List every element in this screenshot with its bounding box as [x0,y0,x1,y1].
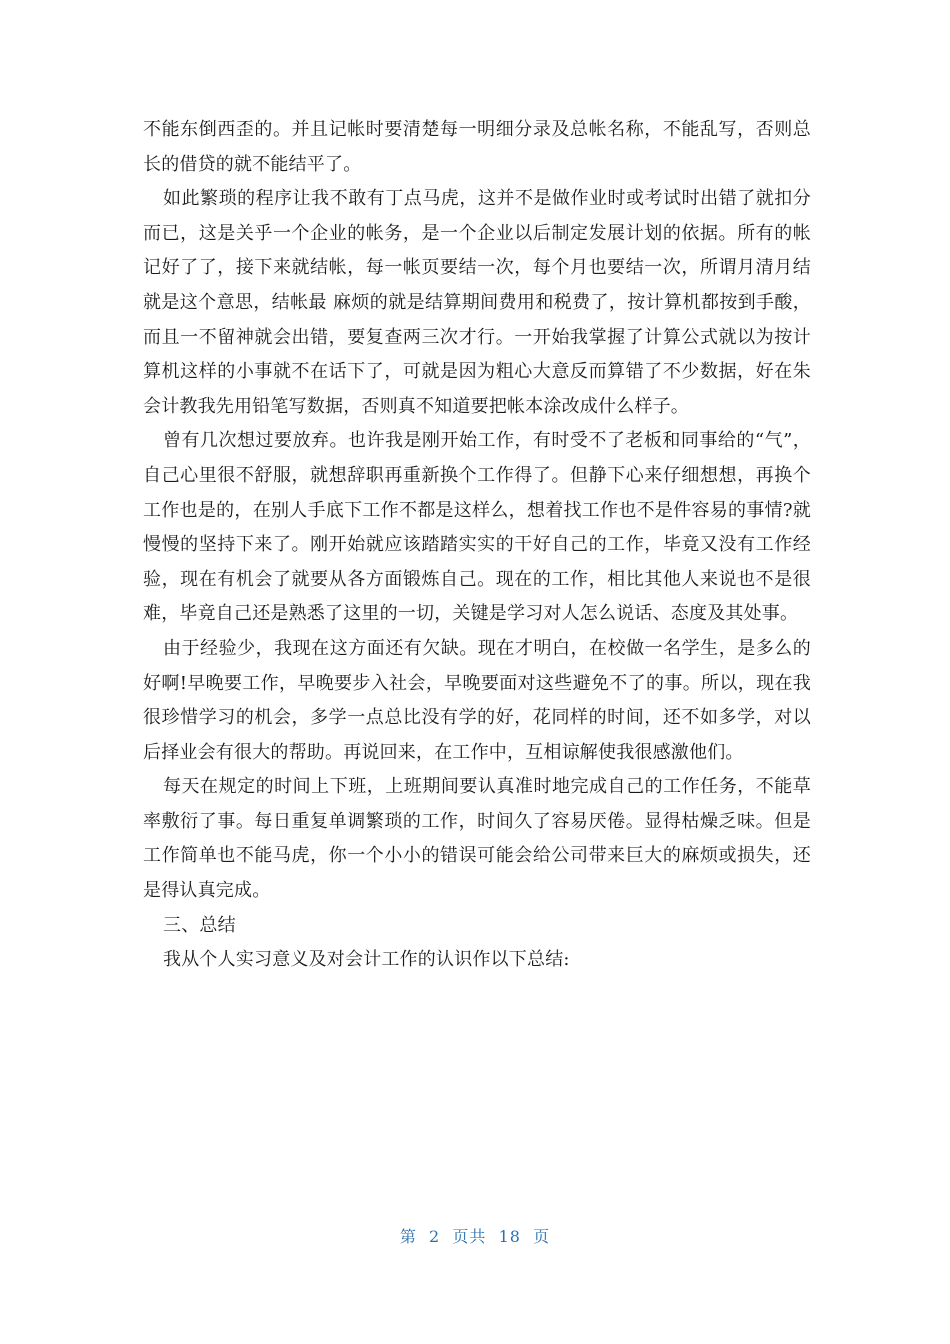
document-body [143,113,811,978]
paragraph-procedure: 如此繁琐的程序让我不敢有丁点马虎，这并不是做作业时或考试时出错了就扣分而已，这是关乎一个企业的帐务，是一个企业以后制定发展计划的依据。所有的帐记好了了，接下来就结帐，每一帐页要结一次，每个月也要结一次，所谓月清月结就是这个意思，结帐最 麻烦的就是结算期间费用和税费了，按计算机都按到手酸，而且一不留神就会出错，要复查两三次才行。一开始我掌握了计算公式就以为按计算机这样的小事就不在话下了，可就是因为粗心大意反而算错了不少数据，好在朱会计教我先用铅笔写数据，否则真不知道要把帐本涂改成什么样子。 [143,188,811,417]
section-heading-summary: 三、总结 [163,914,236,936]
paragraph-experience: 由于经验少，我现在这方面还有欠缺。现在才明白，在校做一名学生，是多么的好啊!早晚要工作，早晚要步入社会，早晚要面对这些避免不了的事。所以，现在我很珍惜学习的机会，多学一点总比没有学的好，花同样的时间，还不如多学，对以后择业会有很大的帮助。再说回来，在工作中，互相谅解使我很感激他们。 [143,637,811,763]
paragraph-give-up: 曾有几次想过要放弃。也许我是刚开始工作，有时受不了老板和同事给的“气”，自己心里很不舒服，就想辞职再重新换个工作得了。但静下心来仔细想想，再换个工作也是的，在别人手底下工作不都是这样么，想着找工作也不是件容易的事情?就慢慢的坚持下来了。刚开始就应该踏踏实实的干好自己的工作，毕竟又没有工作经验，现在有机会了就要从各方面锻炼自己。现在的工作，相比其他人来说也不是很难，毕竟自己还是熟悉了这里的一切，关键是学习对人怎么说话、态度及其处事。 [143,430,811,625]
paragraph-daily-work: 每天在规定的时间上下班，上班期间要认真准时地完成自己的工作任务，不能草率敷衍了事。每日重复单调繁琐的工作，时间久了容易厌倦。显得枯燥乏味。但是工作简单也不能马虎，你一个小小的错误可能会给公司带来巨大的麻烦或损失，还是得认真完成。 [143,776,811,902]
paragraph-summary-intro: 我从个人实习意义及对会计工作的认识作以下总结: [163,949,570,971]
footer-prefix: 第 [399,1227,417,1246]
page-footer [0,1224,950,1247]
footer-total-pages: 18 [498,1227,521,1246]
footer-suffix: 页 [533,1227,551,1246]
footer-middle: 页共 [452,1227,487,1246]
footer-current-page: 2 [429,1227,441,1246]
paragraph-continuation: 不能东倒西歪的。并且记帐时要清楚每一明细分录及总帐名称，不能乱写，否则总长的借贷的就不能结平了。 [143,119,811,175]
